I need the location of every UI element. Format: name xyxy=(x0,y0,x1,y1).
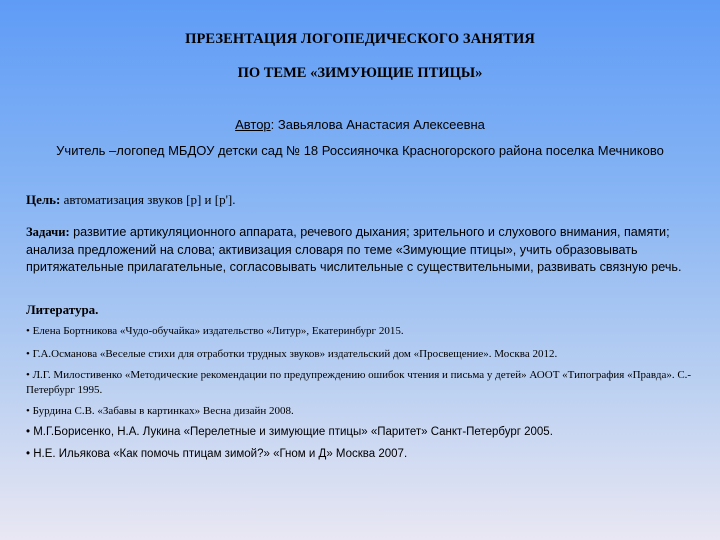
author-name: Завьялова Анастасия Алексеевна xyxy=(277,117,485,132)
author-label: Автор xyxy=(235,117,271,132)
title-line-1: ПРЕЗЕНТАЦИЯ ЛОГОПЕДИЧЕСКОГО ЗАНЯТИЯ xyxy=(185,31,535,47)
tasks-label: Задачи: xyxy=(26,225,70,239)
literature-item: • Елена Бортникова «Чудо-обучайка» издательство «Литур», Екатеринбург 2015. xyxy=(26,325,404,337)
tasks-paragraph xyxy=(26,224,698,277)
tasks-text: развитие артикуляционного аппарата, речевого дыхания; зрительного и слухового внимания, памяти; анализа предложений на слова; активизация словаря по теме «Зимующие птицы», учить образовывать притяжательные прилагательные, согласовывать числительные с существительными, развивать связную речь. xyxy=(26,225,682,274)
author-line xyxy=(0,117,720,132)
goal-label: Цель: xyxy=(26,192,61,207)
literature-item: • М.Г.Борисенко, Н.А. Лукина «Перелетные и зимующие птицы» «Паритет» Санкт-Петербург 2005. xyxy=(26,426,553,438)
teacher-line: Учитель –логопед МБДОУ детски сад № 18 Россияночка Красногорского района поселка Мечниково xyxy=(56,143,664,158)
literature-item: • Бурдина С.В. «Забавы в картинках» Весна дизайн 2008. xyxy=(26,405,294,417)
goal-text: автоматизация звуков [р] и [р']. xyxy=(60,192,236,207)
literature-item: • Н.Е. Ильякова «Как помочь птицам зимой?» «Гном и Д» Москва 2007. xyxy=(26,448,408,460)
goal-paragraph xyxy=(26,192,706,208)
title-line-2: ПО ТЕМЕ «ЗИМУЮЩИЕ ПТИЦЫ» xyxy=(237,65,483,81)
author-separator: : xyxy=(270,117,278,132)
literature-item: • Л.Г. Милостивенко «Методические рекомендации по предупреждению ошибок чтения и письма у детей» АООТ «Типография «Правда». С.-Петербург 1995. xyxy=(26,369,692,396)
literature-heading: Литература. xyxy=(26,302,99,317)
literature-item: • Г.А.Османова «Веселые стихи для отработки трудных звуков» издательский дом «Просвещение». Москва 2012. xyxy=(26,348,558,360)
